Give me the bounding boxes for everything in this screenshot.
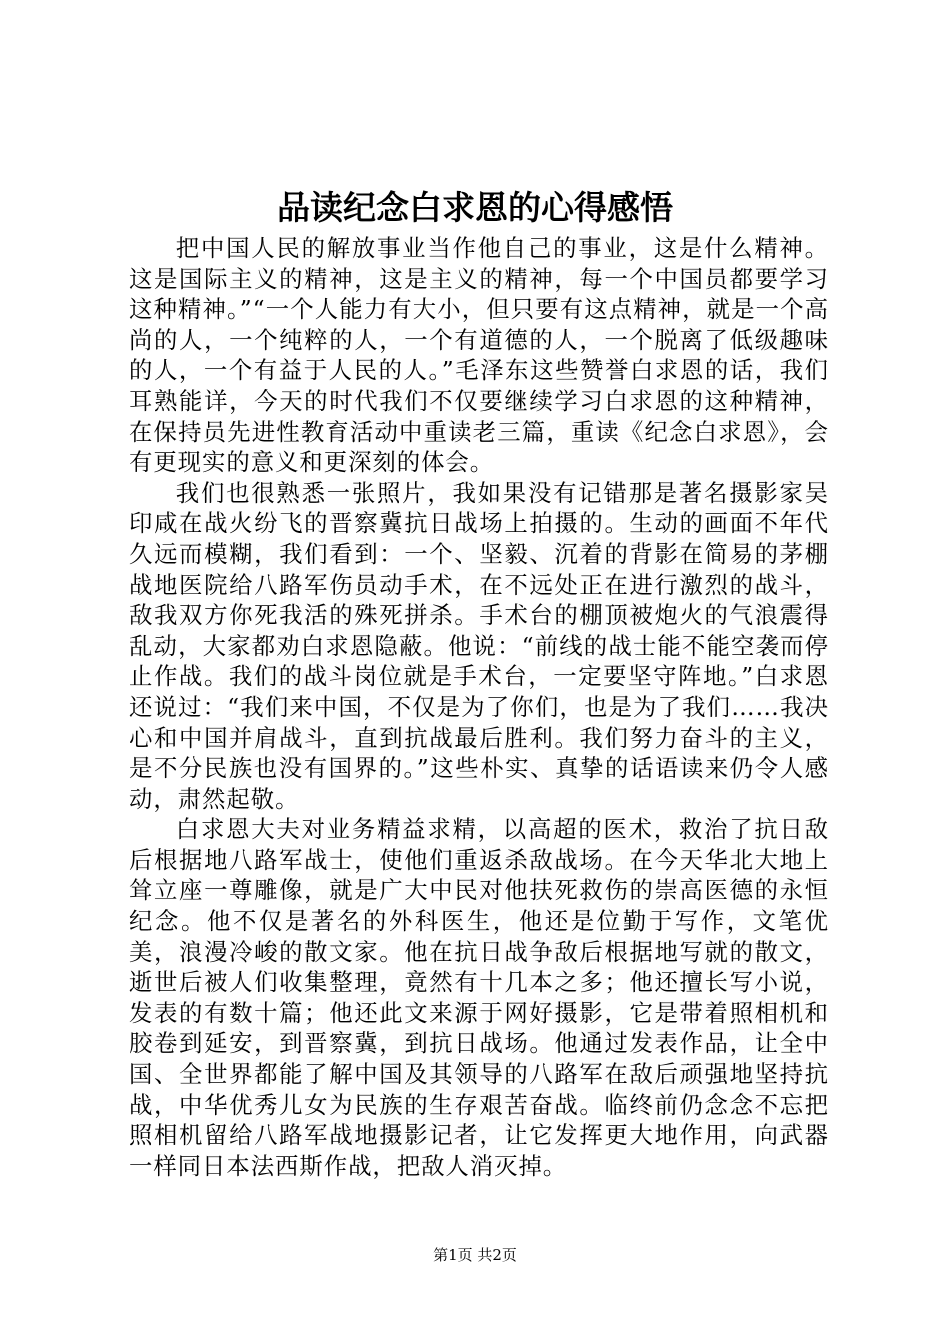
- document-body: [129, 233, 829, 1181]
- paragraph-3: 白求恩大夫对业务精益求精，以高超的医术，救治了抗日敌后根据地八路军战士，使他们重返杀敌战场。在今天华北大地上耸立座一尊雕像，就是广大中民对他扶死救伤的崇高医德的永恒纪念。他不仅是著名的外科医生，他还是位勤于写作，文笔优美，浪漫冷峻的散文家。他在抗日战争敌后根据地写就的散文，逝世后被人们收集整理，竟然有十几本之多；他还擅长写小说，发表的有数十篇；他还此文来源于网好摄影，它是带着照相机和胶卷到延安，到晋察冀，到抗日战场。他通过发表作品，让全中国、全世界都能了解中国及其领导的八路军在敌后顽强地坚持抗战，中华优秀儿女为民族的生存艰苦奋战。临终前仍念念不忘把照相机留给八路军战地摄影记者，让它发挥更大地作用，向武器一样同日本法西斯作战，把敌人消灭掉。: [129, 815, 829, 1180]
- paragraph-1: 把中国人民的解放事业当作他自己的事业，这是什么精神。这是国际主义的精神，这是主义的精神，每一个中国员都要学习这种精神。”“一个人能力有大小，但只要有这点精神，就是一个高尚的人，一个纯粹的人，一个有道德的人，一个脱离了低级趣味的人，一个有益于人民的人。”毛泽东这些赞誉白求恩的话，我们耳熟能详，今天的时代我们不仅要继续学习白求恩的这种精神，在保持员先进性教育活动中重读老三篇，重读《纪念白求恩》，会有更现实的意义和更深刻的体会。: [129, 234, 829, 477]
- page-number-footer: 第1页 共2页: [433, 1246, 517, 1264]
- document-title: 品读纪念白求恩的心得感悟: [277, 188, 673, 227]
- paragraph-2: 我们也很熟悉一张照片，我如果没有记错那是著名摄影家吴印咸在战火纷飞的晋察冀抗日战场上拍摄的。生动的画面不年代久远而模糊，我们看到：一个、坚毅、沉着的背影在简易的茅棚战地医院给八路军伤员动手术，在不远处正在进行激烈的战斗，敌我双方你死我活的殊死拼杀。手术台的棚顶被炮火的气浪震得乱动，大家都劝白求恩隐蔽。他说：“前线的战士能不能空袭而停止作战。我们的战斗岗位就是手术台，一定要坚守阵地。”白求恩还说过：“我们来中国，不仅是为了你们，也是为了我们……我决心和中国并肩战斗，直到抗战最后胜利。我们努力奋斗的主义，是不分民族也没有国界的。”这些朴实、真挚的话语读来仍令人感动，肃然起敬。: [129, 478, 829, 813]
